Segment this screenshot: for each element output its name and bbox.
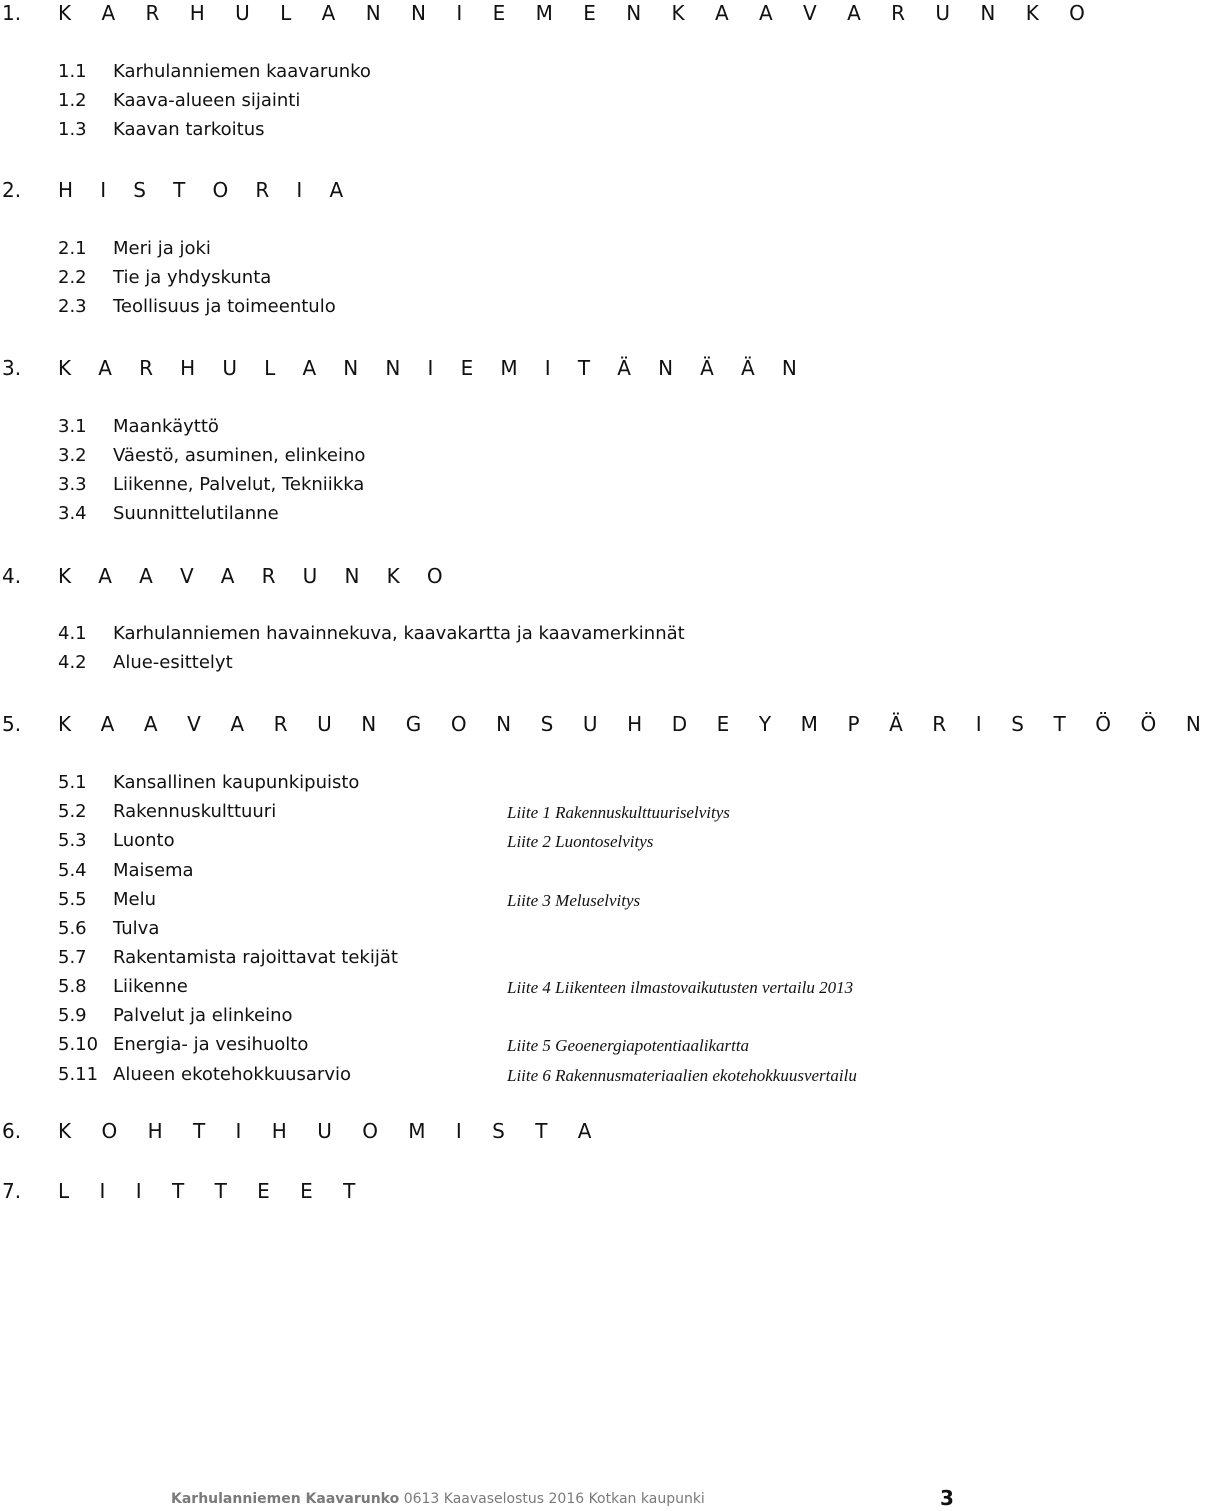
subsection-number: 5.9	[58, 1005, 87, 1026]
subsection-number: 5.5	[58, 889, 87, 910]
section-number: 3.	[2, 356, 22, 380]
subsection-title[interactable]: Karhulanniemen kaavarunko	[113, 61, 371, 82]
section-number: 5.	[2, 712, 22, 736]
subsection-title[interactable]: Kaava-alueen sijainti	[113, 90, 301, 111]
attachment-reference[interactable]: Liite 2 Luontoselvitys	[507, 832, 654, 851]
subsection-title[interactable]: Luonto	[113, 830, 175, 851]
attachment-reference[interactable]: Liite 5 Geoenergiapotentiaalikartta	[507, 1036, 750, 1055]
section-number: 6.	[2, 1119, 22, 1143]
subsection-number: 2.2	[58, 267, 87, 288]
section-title[interactable]: K A R H U L A N N I E M I T Ä N Ä Ä N	[58, 356, 808, 380]
section-title[interactable]: L I I T T E E T	[58, 1179, 368, 1203]
subsection-number: 3.3	[58, 474, 87, 495]
subsection-number: 1.2	[58, 90, 87, 111]
subsection-title[interactable]: Kansallinen kaupunkipuisto	[113, 772, 360, 793]
subsection-title[interactable]: Kaavan tarkoitus	[113, 119, 265, 140]
section-number: 7.	[2, 1179, 22, 1203]
subsection-number: 5.4	[58, 860, 87, 881]
subsection-title[interactable]: Alueen ekotehokkuusarvio	[113, 1064, 352, 1085]
footer-document-name: Karhulanniemen Kaavarunko	[171, 1491, 400, 1507]
subsection-number: 2.1	[58, 238, 87, 259]
section-title[interactable]: K A A V A R U N K O	[58, 564, 454, 588]
section-title[interactable]: H I S T O R I A	[58, 178, 354, 202]
subsection-title[interactable]: Karhulanniemen havainnekuva, kaavakartta ja kaavamerkinnät	[113, 623, 685, 644]
subsection-title[interactable]: Meri ja joki	[113, 238, 211, 259]
subsection-title[interactable]: Maankäyttö	[113, 416, 219, 437]
attachment-reference[interactable]: Liite 3 Meluselvitys	[507, 891, 641, 910]
subsection-title[interactable]: Liikenne	[113, 976, 188, 997]
subsection-number: 1.1	[58, 61, 87, 82]
subsection-title[interactable]: Energia- ja vesihuolto	[113, 1034, 309, 1055]
subsection-title[interactable]: Rakentamista rajoittavat tekijät	[113, 947, 398, 968]
subsection-title[interactable]: Rakennuskulttuuri	[113, 801, 277, 822]
subsection-number: 5.11	[58, 1064, 99, 1085]
subsection-number: 5.6	[58, 918, 87, 939]
section-number: 2.	[2, 178, 22, 202]
subsection-number: 5.7	[58, 947, 87, 968]
subsection-number: 5.3	[58, 830, 87, 851]
subsection-title[interactable]: Maisema	[113, 860, 194, 881]
subsection-title[interactable]: Liikenne, Palvelut, Tekniikka	[113, 474, 365, 495]
attachment-reference[interactable]: Liite 1 Rakennuskulttuuriselvitys	[507, 803, 730, 822]
section-title[interactable]: K O H T I H U O M I S T A	[58, 1119, 604, 1143]
attachment-reference[interactable]: Liite 4 Liikenteen ilmastovaikutusten vertailu 2013	[507, 978, 854, 997]
subsection-number: 4.2	[58, 652, 87, 673]
section-title[interactable]: K A R H U L A N N I E M E N K A A V A R U N K O	[58, 1, 1097, 25]
subsection-number: 3.2	[58, 445, 87, 466]
subsection-title[interactable]: Melu	[113, 889, 157, 910]
subsection-number: 5.2	[58, 801, 87, 822]
subsection-title[interactable]: Tulva	[113, 918, 160, 939]
subsection-number: 5.10	[58, 1034, 99, 1055]
subsection-title[interactable]: Teollisuus ja toimeentulo	[113, 296, 336, 317]
subsection-number: 3.4	[58, 503, 87, 524]
subsection-title[interactable]: Väestö, asuminen, elinkeino	[113, 445, 366, 466]
section-number: 1.	[2, 1, 22, 25]
section-title[interactable]: K A A V A R U N G O N S U H D E Y M P Ä R I S T Ö Ö N	[58, 712, 1212, 736]
page-footer	[171, 1492, 705, 1506]
section-number: 4.	[2, 564, 22, 588]
subsection-number: 5.1	[58, 772, 87, 793]
subsection-number: 4.1	[58, 623, 87, 644]
subsection-title[interactable]: Alue-esittelyt	[113, 652, 233, 673]
page-number: 3	[940, 1486, 954, 1510]
subsection-title[interactable]: Suunnittelutilanne	[113, 503, 279, 524]
footer-document-info: 0613 Kaavaselostus 2016 Kotkan kaupunki	[399, 1491, 705, 1507]
attachment-reference[interactable]: Liite 6 Rakennusmateriaalien ekotehokkuusvertailu	[507, 1066, 857, 1085]
subsection-number: 1.3	[58, 119, 87, 140]
subsection-title[interactable]: Palvelut ja elinkeino	[113, 1005, 293, 1026]
subsection-number: 2.3	[58, 296, 87, 317]
subsection-title[interactable]: Tie ja yhdyskunta	[113, 267, 272, 288]
subsection-number: 5.8	[58, 976, 87, 997]
subsection-number: 3.1	[58, 416, 87, 437]
